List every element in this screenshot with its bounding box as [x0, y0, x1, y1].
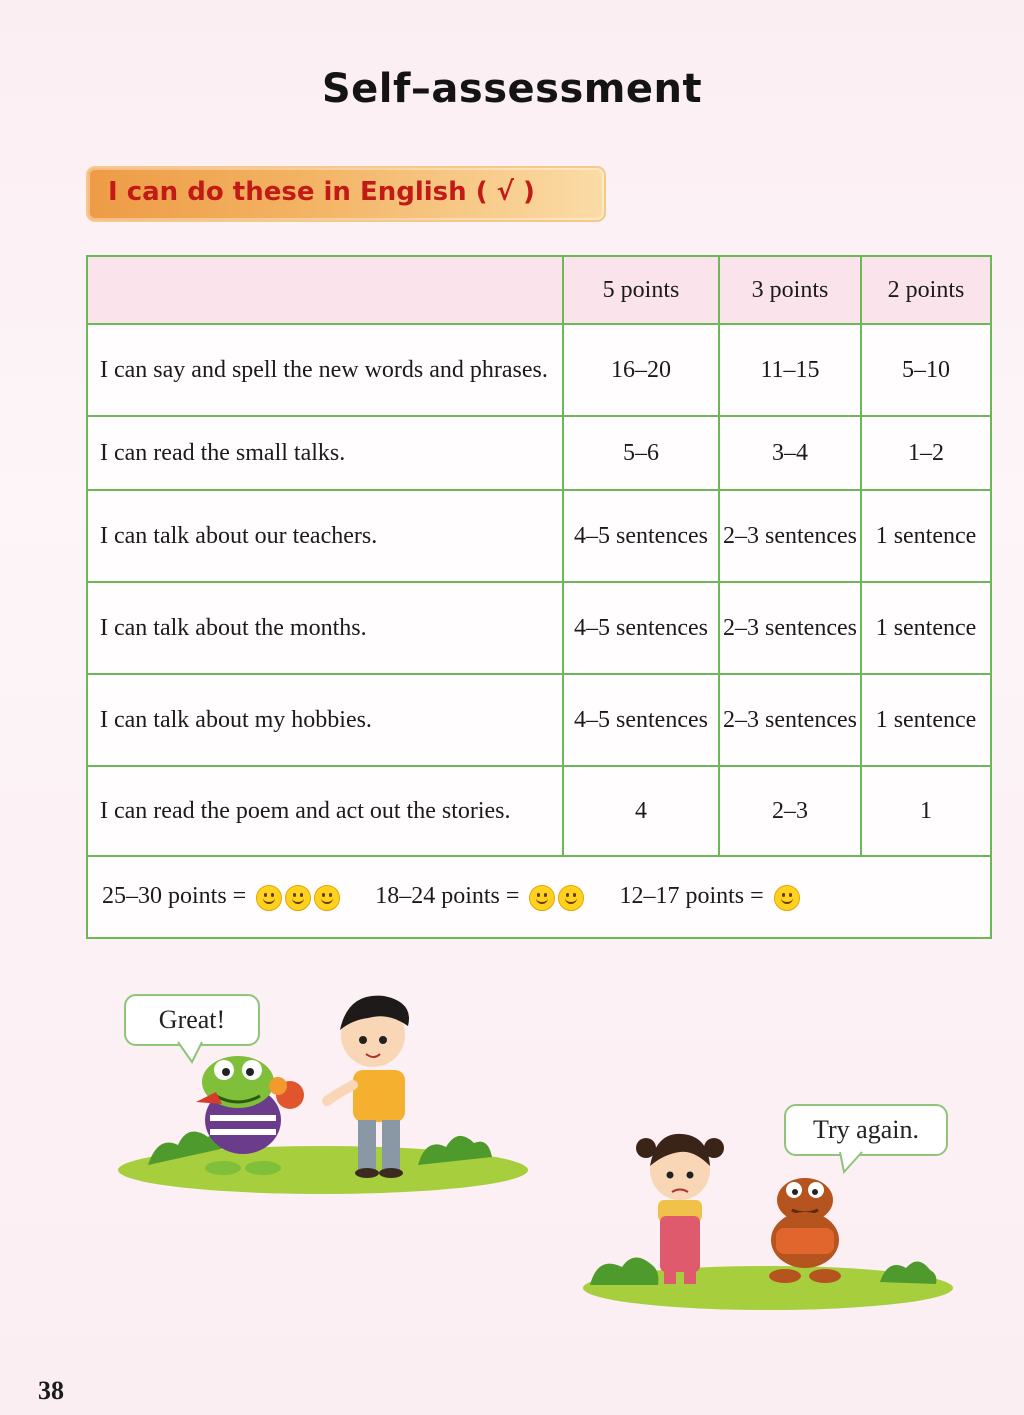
- table-row: [87, 582, 991, 674]
- points-2-cell: 1 sentence: [861, 490, 991, 582]
- bush: [880, 1261, 936, 1284]
- girl-character: [636, 1134, 724, 1284]
- points-3-cell: 2–3 sentences: [719, 582, 861, 674]
- page-number: 38: [38, 1376, 64, 1405]
- scale-item-1: [619, 883, 802, 911]
- header-cell: 3 points: [719, 256, 861, 324]
- bush: [590, 1257, 658, 1285]
- skill-cell: I can read the poem and act out the stories.: [87, 766, 563, 856]
- skill-cell: I can talk about our teachers.: [87, 490, 563, 582]
- points-2-cell: 1 sentence: [861, 582, 991, 674]
- header-cell: [87, 256, 563, 324]
- great-speech-bubble: [124, 994, 260, 1046]
- section-banner: [86, 166, 606, 222]
- banner-text: I can do these in English ( √ ): [108, 177, 535, 207]
- scale-label: 12–17 points =: [619, 883, 764, 910]
- skill-cell: I can say and spell the new words and phrases.: [87, 324, 563, 416]
- smiley-icon: [774, 885, 800, 911]
- scale-row: [87, 856, 991, 938]
- scale-label: 18–24 points =: [375, 883, 520, 910]
- table-row: [87, 416, 991, 490]
- table-row: [87, 674, 991, 766]
- scale-item-2: [375, 883, 587, 911]
- try-again-text: Try again.: [813, 1115, 919, 1144]
- great-text: Great!: [158, 1005, 226, 1034]
- smiley-group: [256, 884, 343, 911]
- points-2-cell: 1–2: [861, 416, 991, 490]
- table-row: [87, 490, 991, 582]
- scale-label: 25–30 points =: [102, 883, 247, 910]
- bubble-tail: [836, 1150, 866, 1174]
- points-2-cell: 1 sentence: [861, 674, 991, 766]
- points-5-cell: 4–5 sentences: [563, 490, 719, 582]
- header-cell: 5 points: [563, 256, 719, 324]
- scale-item-3: [102, 883, 343, 911]
- skill-cell: I can read the small talks.: [87, 416, 563, 490]
- points-3-cell: 2–3: [719, 766, 861, 856]
- skill-cell: I can talk about the months.: [87, 582, 563, 674]
- table-row: [87, 766, 991, 856]
- smiley-icon: [558, 885, 584, 911]
- bubble-tail: [176, 1040, 206, 1064]
- smiley-group: [774, 884, 803, 911]
- points-5-cell: 4–5 sentences: [563, 674, 719, 766]
- try-again-speech-bubble: [784, 1104, 948, 1156]
- smiley-group: [529, 884, 587, 911]
- points-5-cell: 4: [563, 766, 719, 856]
- points-2-cell: 1: [861, 766, 991, 856]
- smiley-icon: [529, 885, 555, 911]
- points-5-cell: 4–5 sentences: [563, 582, 719, 674]
- points-3-cell: 11–15: [719, 324, 861, 416]
- points-5-cell: 5–6: [563, 416, 719, 490]
- points-2-cell: 5–10: [861, 324, 991, 416]
- page-title: Self–assessment: [321, 66, 703, 112]
- table-row: [87, 324, 991, 416]
- header-row: [87, 256, 991, 324]
- assessment-table: [86, 255, 992, 939]
- points-3-cell: 3–4: [719, 416, 861, 490]
- points-3-cell: 2–3 sentences: [719, 490, 861, 582]
- smiley-icon: [256, 885, 282, 911]
- smiley-icon: [314, 885, 340, 911]
- header-cell: 2 points: [861, 256, 991, 324]
- smiley-icon: [285, 885, 311, 911]
- skill-cell: I can talk about my hobbies.: [87, 674, 563, 766]
- score-scale: [87, 856, 991, 938]
- points-5-cell: 16–20: [563, 324, 719, 416]
- points-3-cell: 2–3 sentences: [719, 674, 861, 766]
